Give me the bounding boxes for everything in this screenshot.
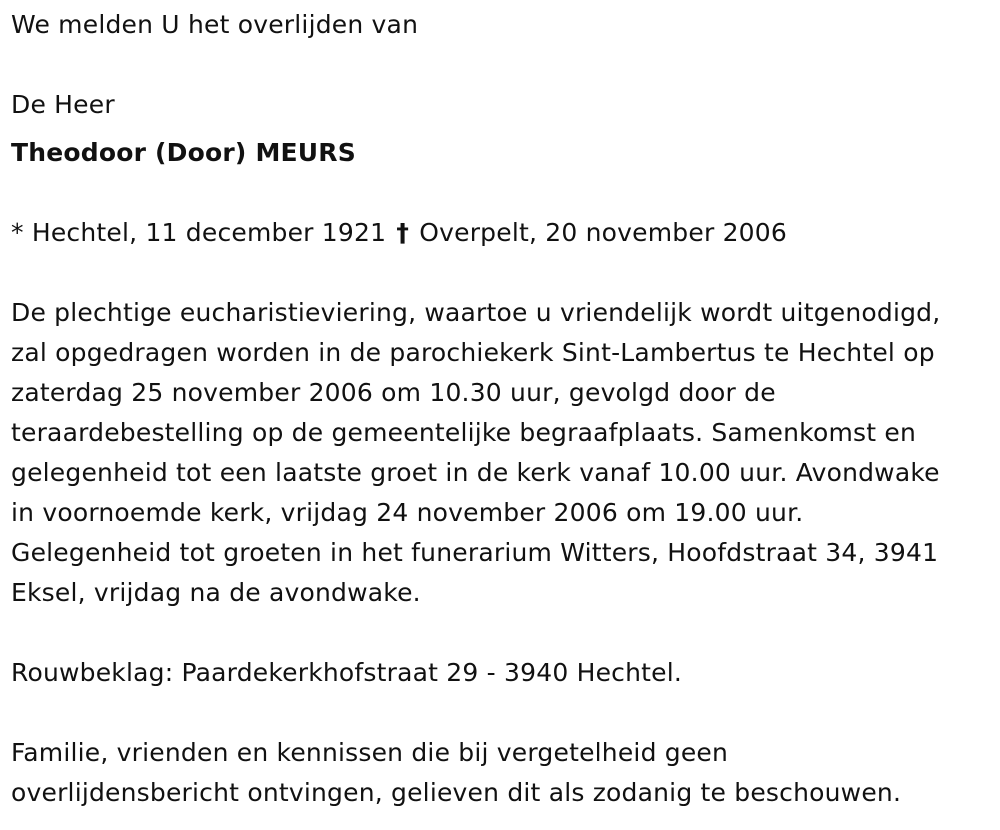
ceremony-line: teraardebestelling op de gemeentelijke begraafplaats. Samenkomst en <box>11 418 917 447</box>
death-info: Overpelt, 20 november 2006 <box>419 218 787 247</box>
closing-line: overlijdensbericht ontvingen, gelieven dit als zodanig te beschouwen. <box>11 778 902 807</box>
ceremony-line: De plechtige eucharistieviering, waartoe u vriendelijk wordt uitgenodigd, <box>11 298 941 327</box>
intro-text: We melden U het overlijden van <box>11 10 419 39</box>
life-dates <box>11 213 787 253</box>
birth-info: * Hechtel, 11 december 1921 <box>11 218 387 247</box>
ceremony-line: zal opgedragen worden in de parochiekerk Sint-Lambertus te Hechtel op <box>11 338 935 367</box>
closing-line: Familie, vrienden en kennissen die bij vergetelheid geen <box>11 738 729 767</box>
salutation: De Heer <box>11 90 115 119</box>
ceremony-line: Gelegenheid tot groeten in het funerarium Witters, Hoofdstraat 34, 3941 <box>11 538 939 567</box>
ceremony-line: Eksel, vrijdag na de avondwake. <box>11 578 421 607</box>
ceremony-line: in voornoemde kerk, vrijdag 24 november 2006 om 19.00 uur. <box>11 498 804 527</box>
ceremony-line: gelegenheid tot een laatste groet in de kerk vanaf 10.00 uur. Avondwake <box>11 458 940 487</box>
condolence-address: Rouwbeklag: Paardekerkhofstraat 29 - 3940 Hechtel. <box>11 658 683 687</box>
ceremony-line: zaterdag 25 november 2006 om 10.30 uur, gevolgd door de <box>11 378 776 407</box>
cross-icon: † <box>396 218 410 247</box>
deceased-name: Theodoor (Door) MEURS <box>11 138 356 167</box>
